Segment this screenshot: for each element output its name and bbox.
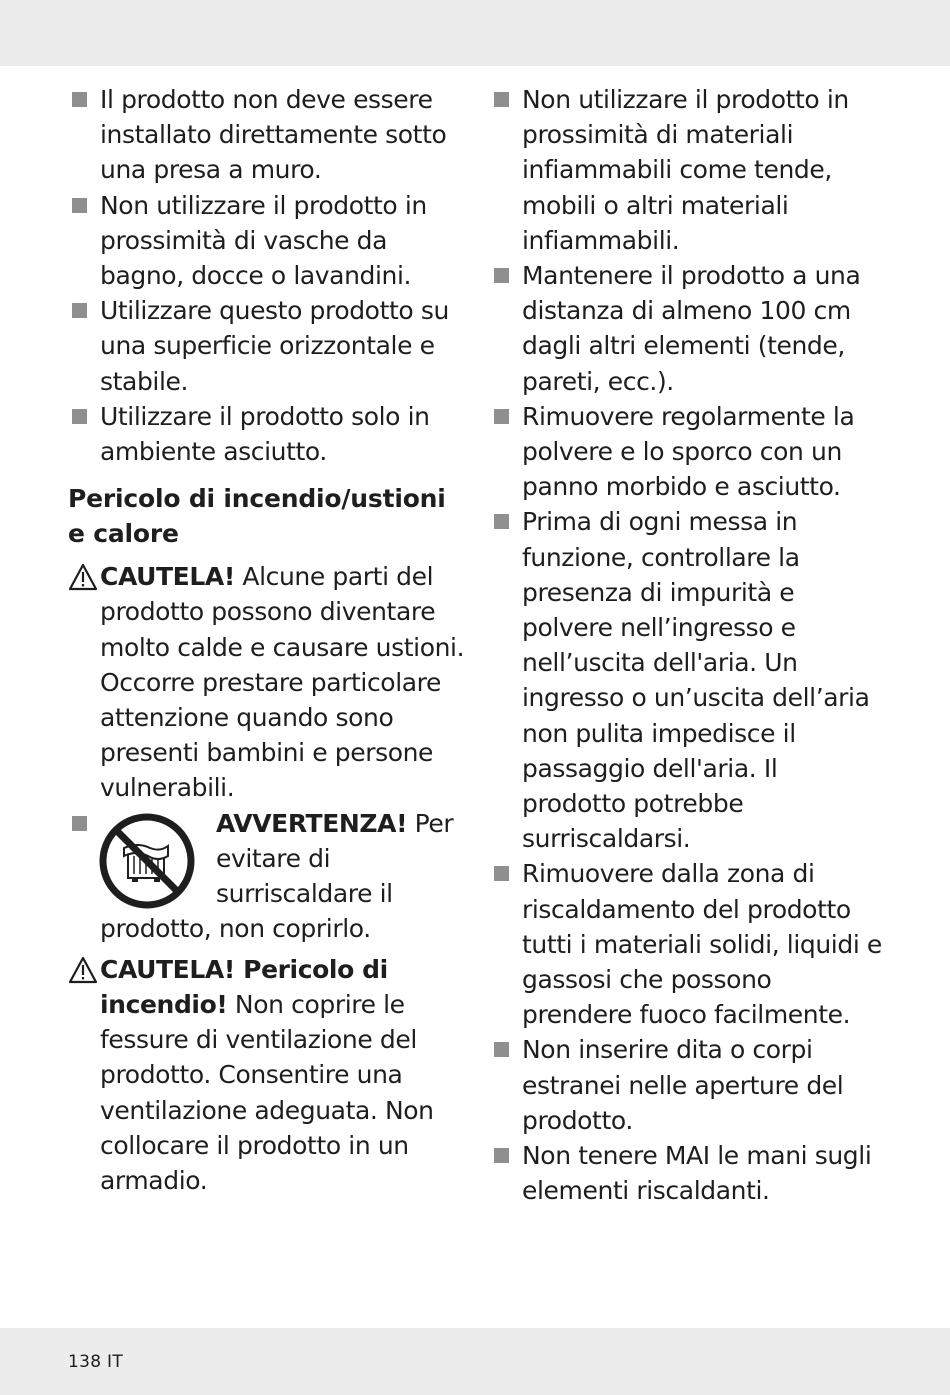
list-item-text: Rimuovere regolarmente la polvere e lo sporco con un panno morbido e asciutto.: [522, 401, 855, 502]
square-bullet-icon: [72, 816, 87, 831]
list-item-text: Prima di ogni messa in funzione, controllare la presenza di impurità e polvere nell’ingresso e nell’uscita dell'aria. Un ingresso o un’uscita dell’aria non pulita impedisce il passaggio dell'aria. Il prodotto potrebbe surriscaldarsi.: [522, 507, 870, 854]
list-item: [490, 1032, 885, 1138]
list-item: [68, 82, 468, 188]
list-item: [490, 1138, 885, 1208]
do-not-cover-icon: [98, 812, 196, 910]
caution-fire-text: Non coprire le fessure di ventilazione del prodotto. Consentire una ventilazione adeguata. Non collocare il prodotto in un armadio.: [100, 990, 434, 1196]
avvertenza-block: [68, 806, 468, 911]
list-item: [68, 293, 468, 399]
list-item: [490, 504, 885, 856]
footer-band: [0, 1328, 950, 1395]
avvertenza-text: [216, 806, 476, 912]
square-bullet-icon: [72, 303, 87, 318]
caution-block: [68, 559, 468, 805]
top-band: [0, 0, 950, 66]
list-item-text: Non utilizzare il prodotto in prossimità di materiali infiammabili come tende, mobili o altri materiali infiammabili.: [522, 85, 849, 255]
list-item: [490, 258, 885, 399]
square-bullet-icon: [72, 409, 87, 424]
left-column: [68, 82, 468, 1198]
list-item-text: Non inserire dita o corpi estranei nelle aperture del prodotto.: [522, 1035, 844, 1135]
right-column: [490, 82, 885, 1209]
warning-triangle-icon: [68, 563, 98, 591]
caution-fire-block: [68, 952, 468, 1198]
list-item-text: Il prodotto non deve essere installato direttamente sotto una presa a muro.: [100, 85, 447, 185]
square-bullet-icon: [494, 866, 509, 881]
list-item-text: Rimuovere dalla zona di riscaldamento del prodotto tutti i materiali solidi, liquidi e gassosi che possono prendere fuoco facilmente.: [522, 859, 882, 1030]
square-bullet-icon: [72, 198, 87, 213]
list-item: [68, 188, 468, 294]
caution-text: Alcune parti del prodotto possono diventare molto calde e causare ustioni. Occorre prestare particolare attenzione quando sono presenti bambini e persone vulnerabili.: [100, 562, 465, 803]
list-item-text: Utilizzare il prodotto solo in ambiente asciutto.: [100, 401, 430, 467]
square-bullet-icon: [494, 1042, 509, 1057]
caution-fire-label: CAUTELA! Pericolo di incendio!: [100, 954, 388, 1020]
page-number: 138 IT: [68, 1352, 124, 1372]
list-item: [490, 856, 885, 1032]
square-bullet-icon: [494, 409, 509, 424]
avvertenza-label: AVVERTENZA!: [216, 808, 408, 838]
square-bullet-icon: [494, 514, 509, 529]
section-heading: Pericolo di incendio/ustioni e calore: [68, 484, 446, 549]
square-bullet-icon: [494, 92, 509, 107]
list-item-text: Non utilizzare il prodotto in prossimità di vasche da bagno, docce o lavandini.: [100, 190, 427, 291]
list-item-text: Mantenere il prodotto a una distanza di almeno 100 cm dagli altri elementi (tende, pareti, ecc.).: [522, 261, 861, 396]
square-bullet-icon: [494, 268, 509, 283]
list-item: [490, 399, 885, 505]
list-item: [68, 399, 468, 469]
square-bullet-icon: [494, 1148, 509, 1163]
warning-triangle-icon: [68, 956, 98, 984]
square-bullet-icon: [72, 92, 87, 107]
list-item-text: Non tenere MAI le mani sugli elementi riscaldanti.: [522, 1141, 872, 1206]
list-item-text: Utilizzare questo prodotto su una superficie orizzontale e stabile.: [100, 296, 449, 396]
list-item: [490, 82, 885, 258]
caution-label: CAUTELA!: [100, 562, 235, 592]
avvertenza-beside-text: Per evitare di surriscaldare il: [216, 808, 454, 909]
avvertenza-tail: prodotto, non coprirlo.: [100, 913, 371, 943]
